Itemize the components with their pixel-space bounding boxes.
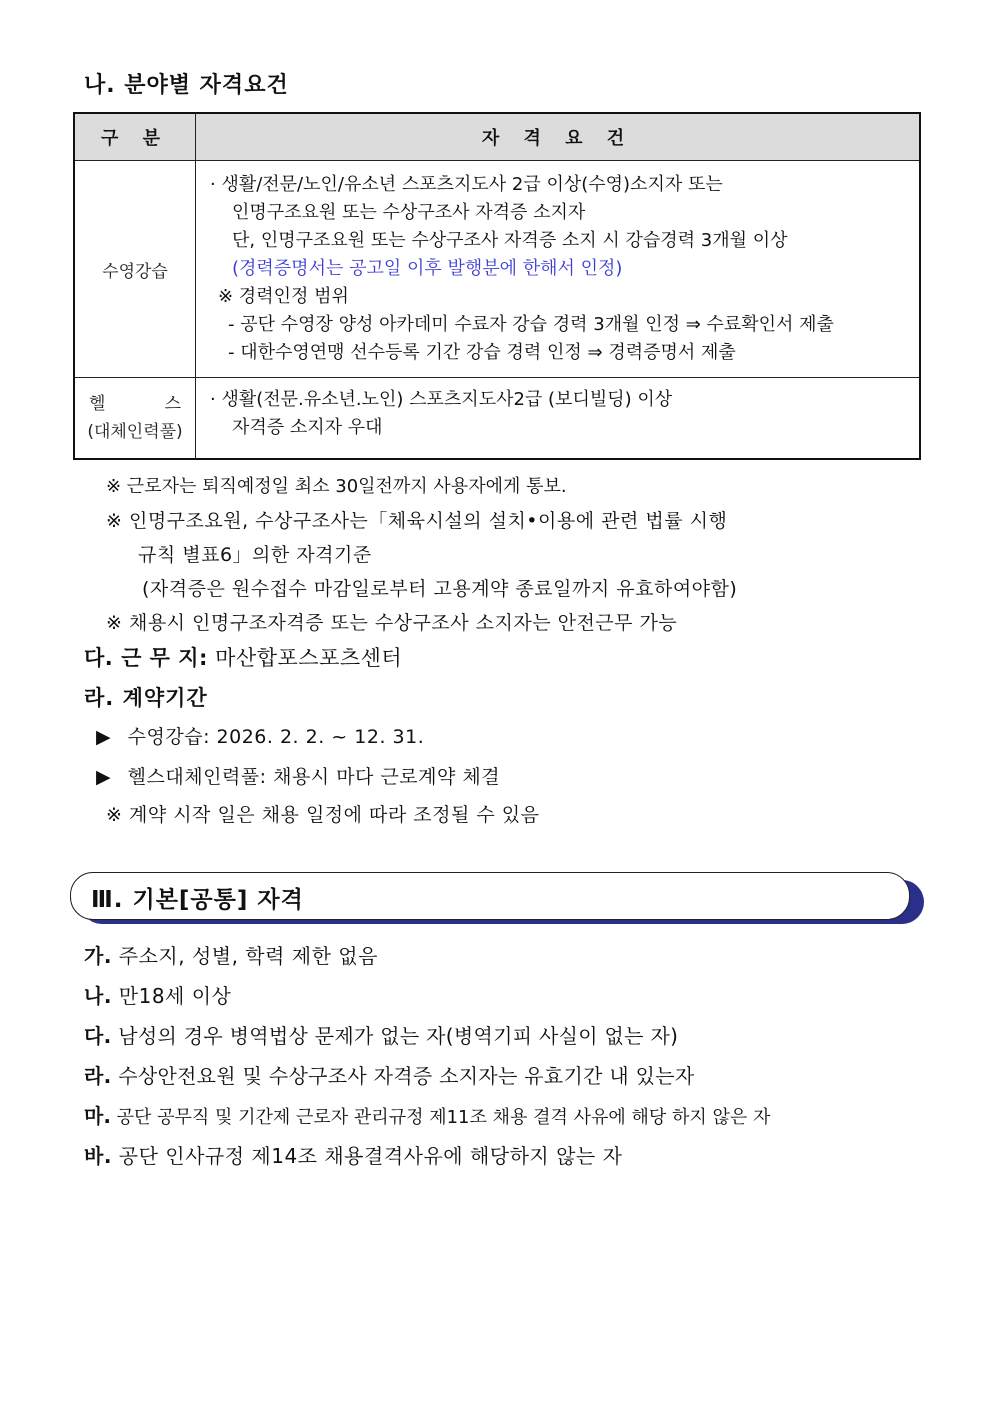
section-iii-banner	[70, 872, 910, 920]
basic-item-text: 공단 공무직 및 기간제 근로자 관리규정 제11조 채용 결격 사유에 해당 하지 않은 자	[116, 1107, 771, 1128]
contract-item-label: 수영강습	[127, 726, 204, 748]
req-line: ※ 경력인정 범위	[218, 286, 349, 307]
section-iii-title: Ⅲ. 기본[공통] 자격	[91, 887, 304, 913]
req-line-note: (경력증명서는 공고일 이후 발행분에 한해서 인정)	[232, 258, 623, 279]
basic-item	[84, 980, 231, 1009]
requirements-swimming	[196, 161, 921, 378]
requirements-health	[196, 378, 921, 460]
basic-item-text: 공단 인사규정 제14조 채용결격사유에 해당하지 않는 자	[118, 1144, 623, 1168]
category-swimming: 수영강습	[74, 161, 196, 378]
header-category: 구 분	[74, 113, 196, 161]
basic-item	[84, 1060, 695, 1089]
work-location	[84, 642, 402, 672]
note-2: ※ 인명구조요원, 수상구조사는「체육시설의 설치•이용에 관련 법률 시행	[106, 510, 728, 532]
basic-item-mark: 나.	[84, 984, 112, 1008]
contract-item-value: : 2026. 2. 2. ~ 12. 31.	[203, 726, 425, 748]
basic-item	[84, 1100, 770, 1129]
work-location-label: 다. 근 무 지:	[84, 646, 208, 670]
table-row	[74, 378, 920, 460]
note-2-cont: 규칙 별표6」의한 자격기준	[138, 544, 372, 566]
basic-item-mark: 가.	[84, 944, 112, 968]
req-line: 인명구조요원 또는 수상구조사 자격증 소지자	[232, 202, 586, 223]
basic-item	[84, 1020, 678, 1049]
table-row	[74, 161, 920, 378]
note-4: ※ 채용시 인명구조자격증 또는 수상구조사 소지자는 안전근무 가능	[106, 612, 678, 634]
req-line: · 생활(전문.유소년.노인) 스포츠지도사2급 (보디빌딩) 이상	[210, 389, 673, 410]
basic-item-mark: 마.	[84, 1104, 111, 1128]
category-health-name: 헬 스	[89, 394, 181, 414]
basic-item-text: 주소지, 성별, 학력 제한 없음	[118, 944, 378, 968]
contract-item-label: 헬스대체인력풀	[127, 766, 260, 788]
contract-item	[96, 762, 500, 789]
contract-note: ※ 계약 시작 일은 채용 일정에 따라 조정될 수 있음	[106, 804, 540, 826]
basic-item-mark: 바.	[84, 1144, 112, 1168]
req-line: - 대한수영연맹 선수등록 기간 강습 경력 인정 ⇒ 경력증명서 제출	[228, 342, 736, 363]
basic-item-text: 만18세 이상	[118, 984, 232, 1008]
category-health	[74, 378, 196, 460]
category-health-sub: (대체인력풀)	[87, 422, 183, 442]
qualification-table	[73, 112, 921, 460]
basic-item-text: 남성의 경우 병역법상 문제가 없는 자(병역기피 사실이 없는 자)	[118, 1024, 679, 1048]
section-title-na: 나. 분야별 자격요건	[84, 73, 289, 98]
contract-item-value: : 채용시 마다 근로계약 체결	[259, 766, 501, 788]
arrow-icon: ▶	[96, 766, 112, 788]
basic-item-text: 수상안전요원 및 수상구조사 자격증 소지자는 유효기간 내 있는자	[118, 1064, 695, 1088]
basic-item	[84, 1140, 622, 1169]
header-requirements: 자 격 요 건	[196, 113, 921, 161]
contract-item	[96, 722, 424, 749]
arrow-icon: ▶	[96, 726, 112, 748]
note-3: (자격증은 원수접수 마감일로부터 고용계약 종료일까지 유효하여야함)	[142, 578, 738, 600]
table-header-row	[74, 113, 920, 161]
req-line: 단, 인명구조요원 또는 수상구조사 자격증 소지 시 강습경력 3개월 이상	[232, 230, 788, 251]
note-1: ※ 근로자는 퇴직예정일 최소 30일전까지 사용자에게 통보.	[106, 476, 567, 497]
req-line: - 공단 수영장 양성 아카데미 수료자 강습 경력 3개월 인정 ⇒ 수료확인서 제출	[228, 314, 834, 335]
basic-item-mark: 라.	[84, 1064, 112, 1088]
work-location-value: 마산합포스포츠센터	[215, 646, 403, 670]
req-line: 자격증 소지자 우대	[232, 417, 383, 438]
req-line: · 생활/전문/노인/유소년 스포츠지도사 2급 이상(수영)소지자 또는	[210, 174, 723, 195]
basic-item	[84, 940, 378, 969]
section-title-ra: 라. 계약기간	[84, 686, 208, 710]
basic-item-mark: 다.	[84, 1024, 112, 1048]
